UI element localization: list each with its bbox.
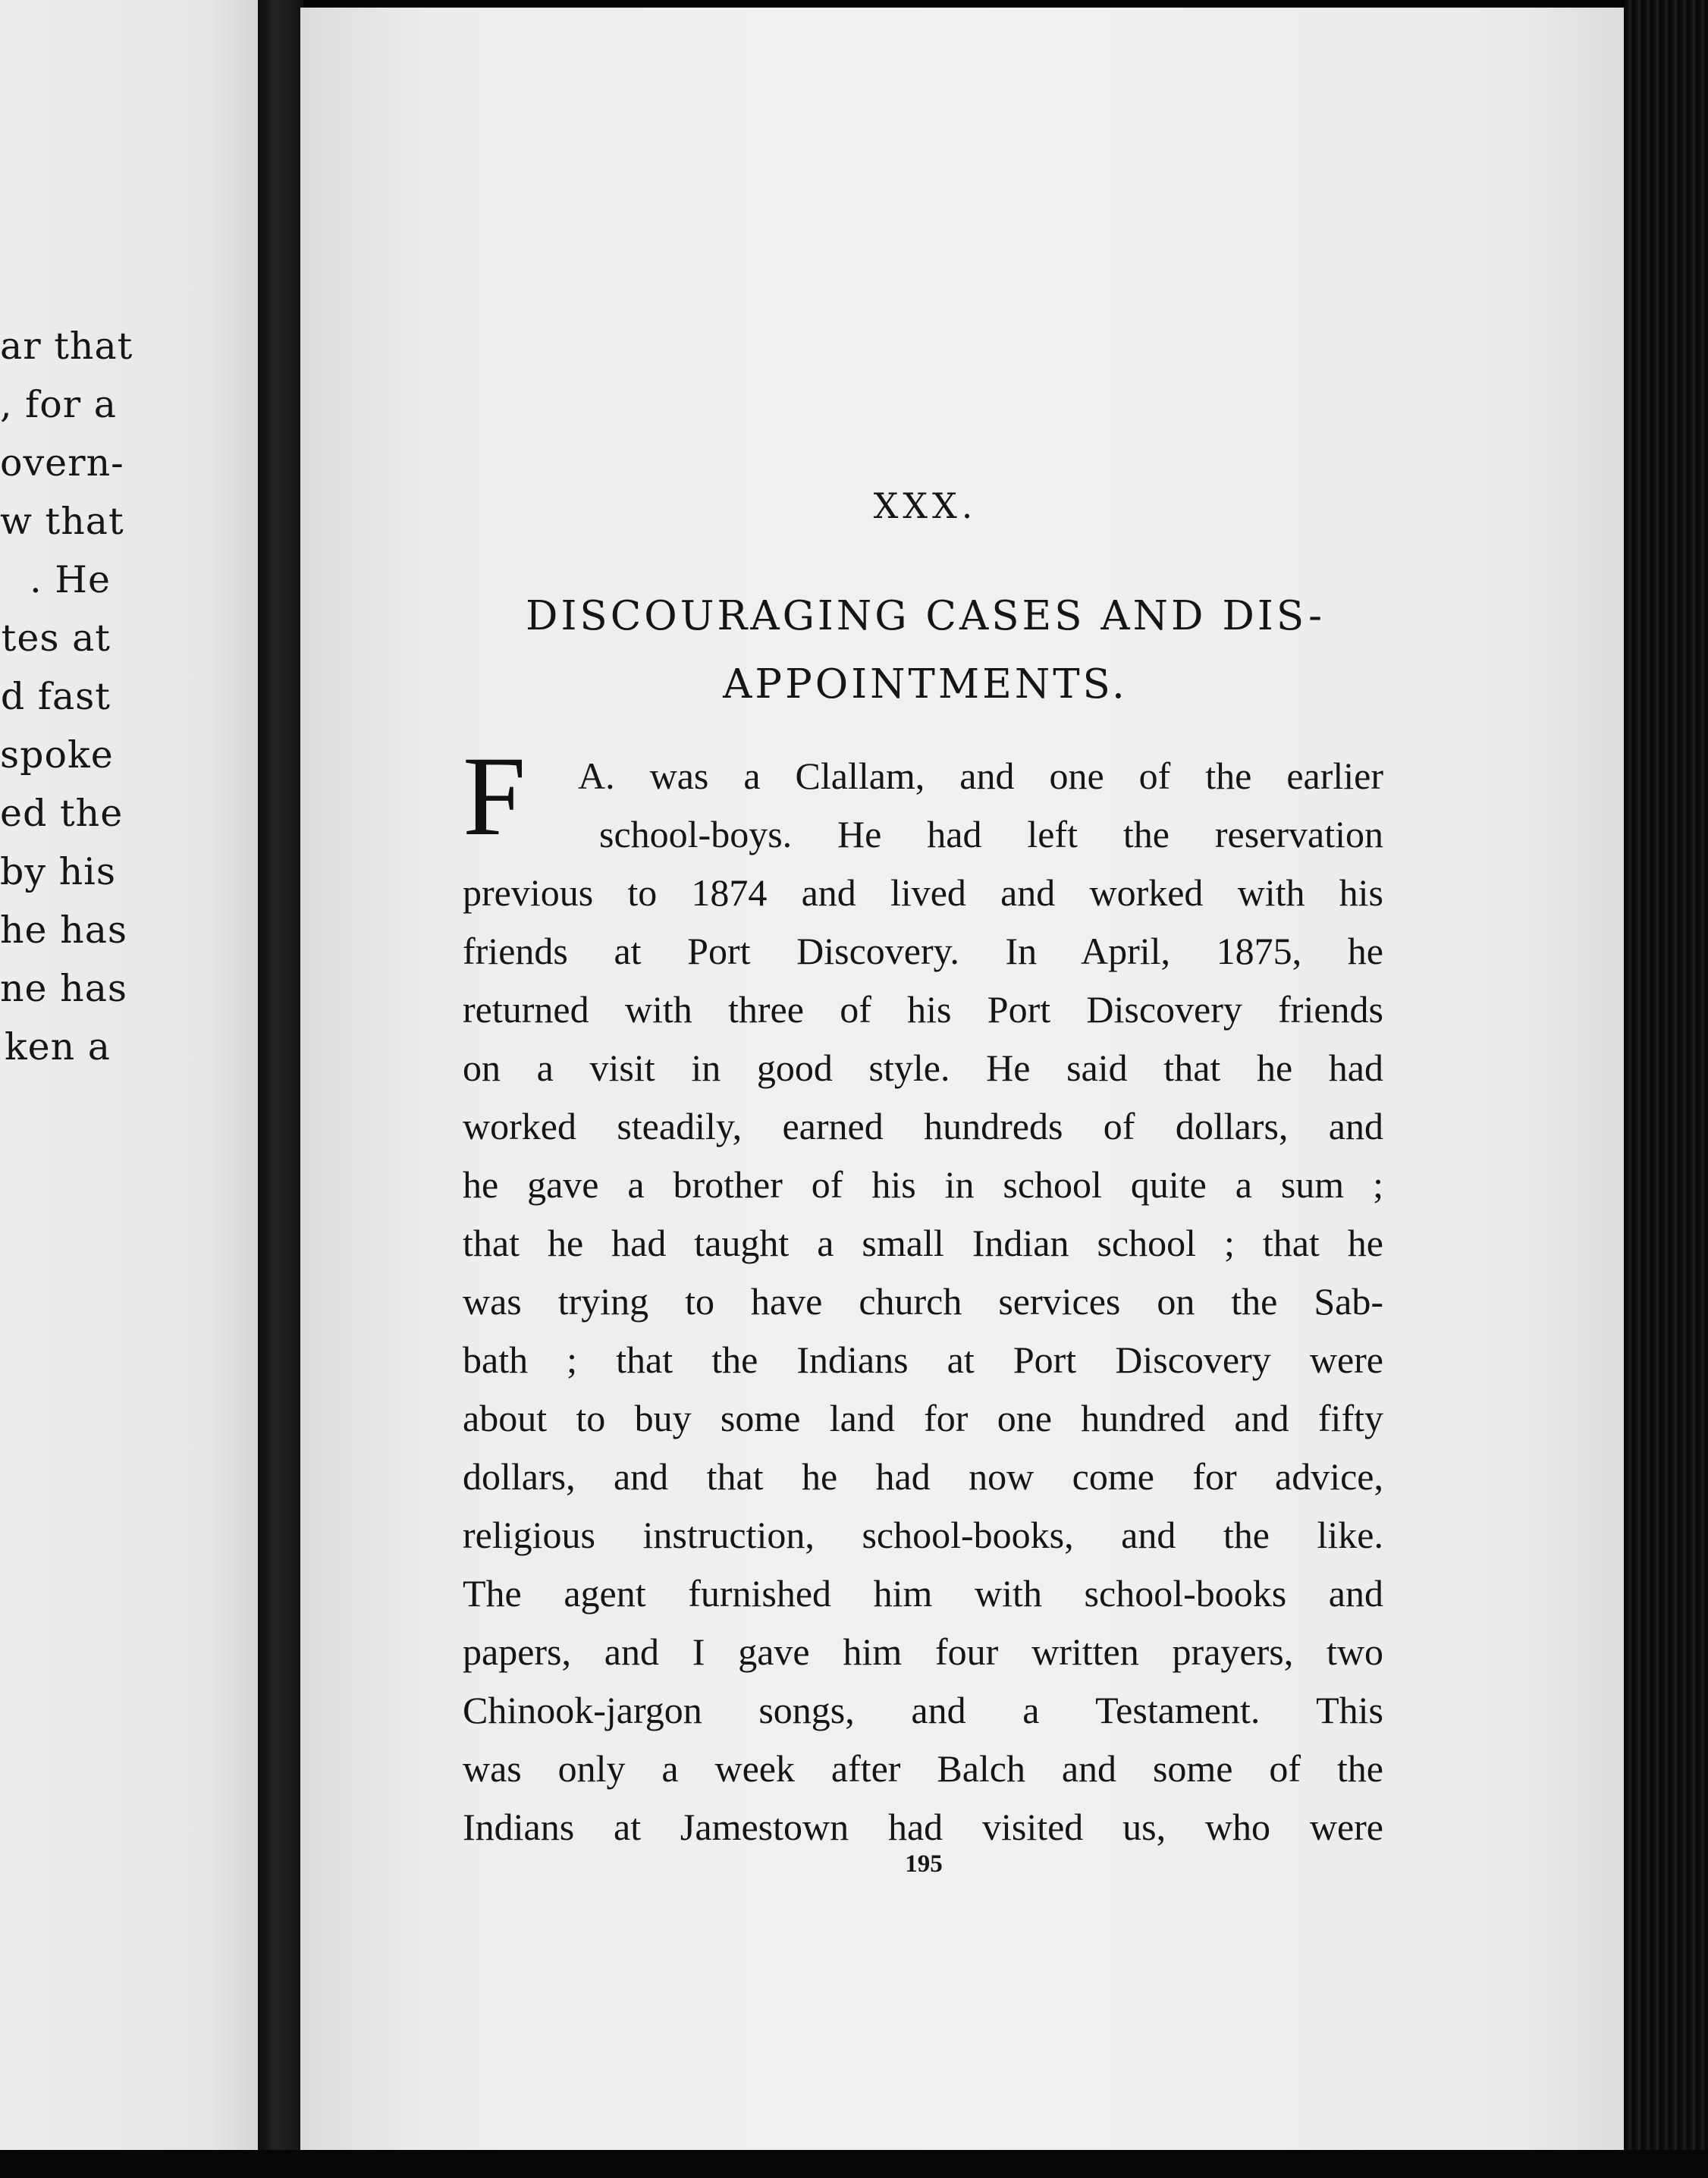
chapter-number: XXX. — [873, 485, 978, 526]
left-line: overn- — [0, 441, 124, 485]
body-line: he gave a brother of his in school quite a sum ; — [463, 1163, 1383, 1206]
drop-cap: F — [463, 733, 526, 859]
book-gutter — [258, 0, 303, 2150]
left-line: spoke — [0, 733, 114, 777]
body-line: friends at Port Discovery. In April, 1875, he — [463, 930, 1383, 972]
body-line: Chinook-jargon songs, and a Testament. This — [463, 1689, 1383, 1731]
body-line: bath ; that the Indians at Port Discovery were — [463, 1338, 1383, 1381]
left-line: , for a — [0, 383, 117, 426]
left-line: he has — [0, 909, 128, 952]
page-edges — [1624, 0, 1708, 2178]
bottom-border — [0, 2150, 1708, 2178]
left-line: ken a — [4, 1025, 111, 1069]
body-line: on a visit in good style. He said that he had — [463, 1047, 1383, 1089]
body-text — [463, 733, 1383, 1856]
left-page-text — [0, 317, 133, 1076]
body-line: dollars, and that he had now come for advice, — [463, 1455, 1383, 1498]
body-line: religious instruction, school-books, and the like. — [463, 1514, 1383, 1556]
left-page — [0, 0, 259, 2178]
left-line: . He — [30, 558, 111, 601]
chapter-title — [463, 582, 1388, 719]
body-line: The agent furnished him with school-books and — [463, 1572, 1383, 1615]
body-line: returned with three of his Port Discovery friends — [463, 988, 1383, 1031]
left-line: w that — [0, 500, 124, 543]
body-line: A. was a Clallam, and one of the earlier — [578, 755, 1383, 797]
body-line: worked steadily, earned hundreds of dollars, and — [463, 1105, 1383, 1147]
left-line: by his — [0, 850, 116, 893]
body-line: Indians at Jamestown had visited us, who were — [463, 1806, 1383, 1848]
body-line: that he had taught a small Indian school ; that he — [463, 1222, 1383, 1264]
left-line: ar that — [0, 325, 133, 368]
left-line: d fast — [0, 675, 111, 718]
page-number: 195 — [905, 1850, 943, 1878]
body-line: was trying to have church services on the Sab- — [463, 1280, 1383, 1323]
body-line: about to buy some land for one hundred and fifty — [463, 1397, 1383, 1439]
body-line: papers, and I gave him four written prayers, two — [463, 1630, 1383, 1673]
left-line: tes at — [1, 617, 111, 660]
body-line: previous to 1874 and lived and worked with his — [463, 871, 1383, 914]
left-line: ed the — [0, 792, 124, 835]
chapter-title-line-1: DISCOURAGING CASES AND DIS- — [526, 593, 1325, 639]
left-line: ne has — [0, 967, 128, 1010]
body-line: school-boys. He had left the reservation — [599, 813, 1383, 855]
body-line: was only a week after Balch and some of the — [463, 1747, 1383, 1790]
chapter-title-line-2: APPOINTMENTS. — [723, 661, 1128, 708]
